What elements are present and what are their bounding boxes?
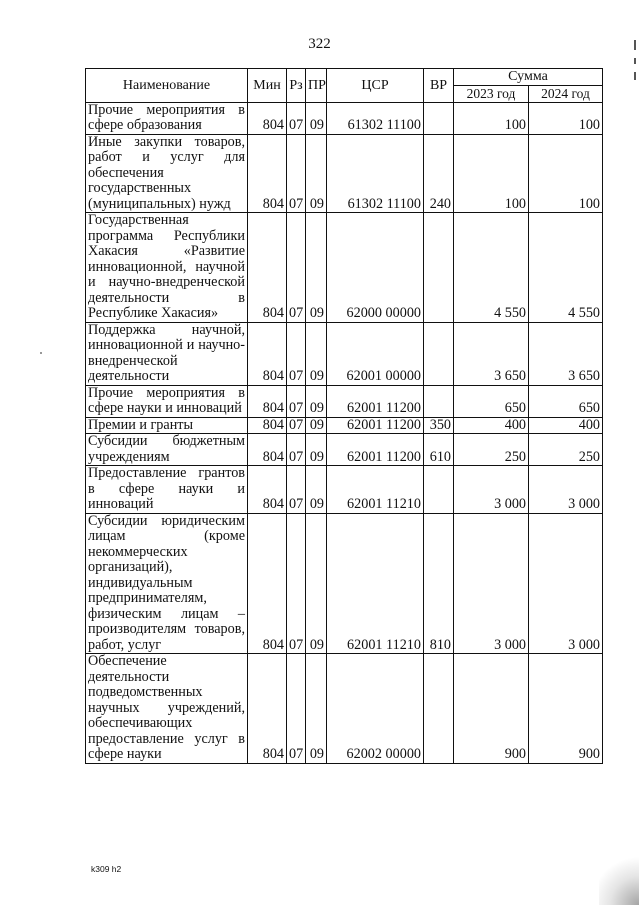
row-name: Премии и гранты (86, 417, 248, 434)
row-name: Субсидии юридическим лицам (кроме некоммерческих организаций), индивидуальным предпринимателям, физическим лицам – производителям товаров, работ, услуг (86, 513, 248, 654)
row-csr: 62001 11200 (327, 385, 424, 417)
row-2023: 3 650 (454, 322, 529, 385)
row-pr: 09 (306, 434, 327, 466)
row-2024: 3 000 (529, 513, 603, 654)
header-year-2023: 2023 год (454, 85, 529, 102)
row-2024: 4 550 (529, 213, 603, 323)
row-2023: 400 (454, 417, 529, 434)
row-name: Иные закупки товаров, работ и услуг для обеспечения государственных (муниципальных) нужд (86, 134, 248, 213)
header-pr: ПР (306, 69, 327, 103)
row-2023: 650 (454, 385, 529, 417)
row-2024: 3 000 (529, 466, 603, 514)
table-row (86, 466, 603, 514)
row-vr (424, 654, 454, 764)
row-vr: 810 (424, 513, 454, 654)
table-row (86, 322, 603, 385)
row-pr: 09 (306, 322, 327, 385)
row-name: Прочие мероприятия в сфере образования (86, 102, 248, 134)
row-name: Поддержка научной, инновационной и научно-внедренческой деятельности (86, 322, 248, 385)
row-rz: 07 (287, 134, 306, 213)
table-row (86, 102, 603, 134)
row-min: 804 (248, 417, 287, 434)
table-row (86, 417, 603, 434)
table-row (86, 213, 603, 323)
row-2024: 400 (529, 417, 603, 434)
row-csr: 62001 00000 (327, 322, 424, 385)
row-2023: 100 (454, 102, 529, 134)
row-name: Государственная программа Республики Хакасия «Развитие инновационной, научной и научно-внедренческой деятельности в Республике Хакасия» (86, 213, 248, 323)
row-rz: 07 (287, 322, 306, 385)
row-name: Обеспечение деятельности подведомственных научных учреждений, обеспечивающих предоставление услуг в сфере науки (86, 654, 248, 764)
row-name: Предоставление грантов в сфере науки и инноваций (86, 466, 248, 514)
scan-speck (40, 352, 42, 354)
row-rz: 07 (287, 654, 306, 764)
table-row (86, 434, 603, 466)
row-min: 804 (248, 513, 287, 654)
row-2024: 100 (529, 102, 603, 134)
row-csr: 62001 11200 (327, 417, 424, 434)
scan-edge-mark (634, 40, 636, 50)
footer-code: k309 h2 (91, 864, 122, 874)
row-csr: 61302 11100 (327, 102, 424, 134)
row-csr: 62001 11210 (327, 466, 424, 514)
row-name: Субсидии бюджетным учреждениям (86, 434, 248, 466)
row-vr: 350 (424, 417, 454, 434)
row-pr: 09 (306, 417, 327, 434)
header-sum: Сумма (454, 69, 603, 86)
header-rz: Рз (287, 69, 306, 103)
table-row (86, 513, 603, 654)
scan-edge-mark (634, 72, 636, 80)
table-row (86, 134, 603, 213)
row-pr: 09 (306, 513, 327, 654)
row-vr: 240 (424, 134, 454, 213)
row-pr: 09 (306, 102, 327, 134)
row-2024: 3 650 (529, 322, 603, 385)
row-vr: 610 (424, 434, 454, 466)
row-rz: 07 (287, 434, 306, 466)
page-number: 322 (308, 36, 331, 52)
row-rz: 07 (287, 102, 306, 134)
header-year-2024: 2024 год (529, 85, 603, 102)
row-csr: 61302 11100 (327, 134, 424, 213)
row-pr: 09 (306, 134, 327, 213)
row-rz: 07 (287, 513, 306, 654)
row-pr: 09 (306, 654, 327, 764)
row-rz: 07 (287, 417, 306, 434)
table-row (86, 385, 603, 417)
row-csr: 62001 11210 (327, 513, 424, 654)
row-min: 804 (248, 654, 287, 764)
header-vr: ВР (424, 69, 454, 103)
row-min: 804 (248, 322, 287, 385)
row-vr (424, 322, 454, 385)
row-2023: 900 (454, 654, 529, 764)
row-rz: 07 (287, 213, 306, 323)
row-vr (424, 385, 454, 417)
row-2024: 250 (529, 434, 603, 466)
row-pr: 09 (306, 385, 327, 417)
header-min: Мин (248, 69, 287, 103)
row-min: 804 (248, 434, 287, 466)
row-2023: 3 000 (454, 513, 529, 654)
row-csr: 62001 11200 (327, 434, 424, 466)
row-min: 804 (248, 466, 287, 514)
row-min: 804 (248, 385, 287, 417)
header-name: Наименование (86, 69, 248, 103)
row-rz: 07 (287, 466, 306, 514)
row-2024: 900 (529, 654, 603, 764)
row-csr: 62000 00000 (327, 213, 424, 323)
row-rz: 07 (287, 385, 306, 417)
row-min: 804 (248, 102, 287, 134)
row-pr: 09 (306, 213, 327, 323)
scan-edge-mark (634, 58, 636, 64)
header-csr: ЦСР (327, 69, 424, 103)
row-vr (424, 213, 454, 323)
row-min: 804 (248, 213, 287, 323)
row-vr (424, 102, 454, 134)
row-pr: 09 (306, 466, 327, 514)
row-2023: 100 (454, 134, 529, 213)
scan-corner-noise (599, 855, 639, 905)
row-2024: 650 (529, 385, 603, 417)
row-2023: 250 (454, 434, 529, 466)
row-2023: 4 550 (454, 213, 529, 323)
row-vr (424, 466, 454, 514)
row-name: Прочие мероприятия в сфере науки и инноваций (86, 385, 248, 417)
row-2024: 100 (529, 134, 603, 213)
budget-table (85, 68, 603, 764)
row-csr: 62002 00000 (327, 654, 424, 764)
row-2023: 3 000 (454, 466, 529, 514)
row-min: 804 (248, 134, 287, 213)
table-row (86, 654, 603, 764)
